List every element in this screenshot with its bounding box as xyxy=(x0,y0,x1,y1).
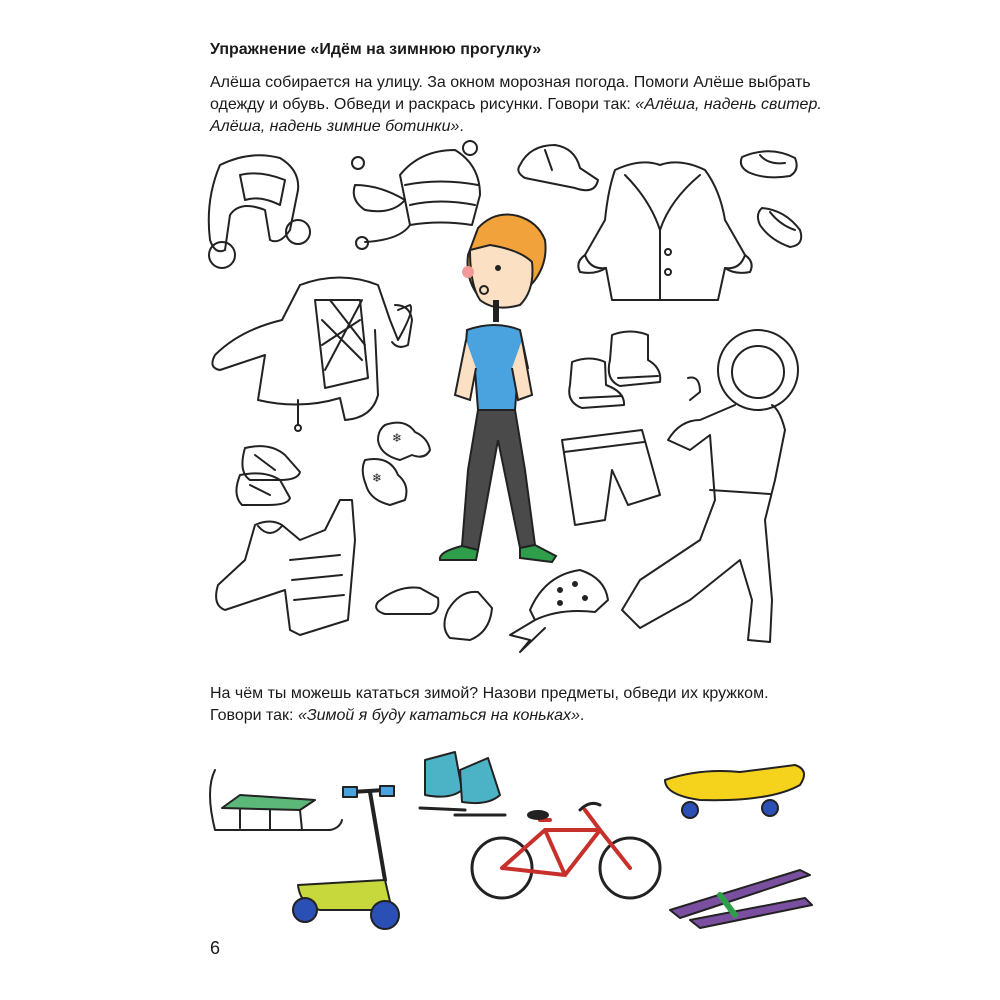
sandals-icon[interactable] xyxy=(236,446,300,505)
skis-icon[interactable] xyxy=(670,870,812,928)
scooter-icon[interactable] xyxy=(293,786,399,929)
task2-line-1: На чём ты можешь кататься зимой? Назови предметы, обведи их кружком. xyxy=(210,685,769,702)
instruction-example-2: Алёша, надень зимние ботинки» xyxy=(210,118,460,135)
instruction-line-1: Алёша собирается на улицу. За окном морозная погода. Помоги Алёше выбрать xyxy=(210,74,811,91)
task2-example: «Зимой я буду кататься на коньках» xyxy=(297,707,580,724)
sneakers-icon[interactable] xyxy=(376,588,492,640)
winter-boots-icon[interactable] xyxy=(569,332,660,409)
ice-skates-icon[interactable] xyxy=(420,752,505,815)
shorts-icon[interactable] xyxy=(562,430,660,525)
instruction-period: . xyxy=(459,118,464,135)
skateboard-icon[interactable] xyxy=(665,765,804,818)
svg-text:❄: ❄ xyxy=(392,431,403,445)
bandana-icon[interactable] xyxy=(510,570,608,652)
instruction-line-2: одежду и обувь. Обведи и раскрась рисунки. Говори так: xyxy=(210,96,636,113)
task2-line-2: Говори так: xyxy=(210,707,298,724)
cap-icon[interactable] xyxy=(518,145,598,190)
sweater-icon[interactable] xyxy=(216,500,355,635)
page-title: Упражнение «Идём на зимнюю прогулку» xyxy=(210,41,542,58)
bicycle-icon[interactable] xyxy=(472,803,660,898)
task2-period: . xyxy=(579,707,585,724)
svg-text:❄: ❄ xyxy=(372,471,383,485)
fur-coat-icon[interactable] xyxy=(578,162,751,300)
winter-jacket-icon[interactable] xyxy=(212,278,412,432)
mittens-icon[interactable] xyxy=(363,423,430,505)
instruction-example-1: «Алёша, надень свитер. xyxy=(635,96,822,113)
slippers-icon[interactable] xyxy=(741,151,801,247)
boy-illustration xyxy=(440,215,556,563)
knitted-hat-icon[interactable] xyxy=(352,141,480,249)
sled-icon[interactable] xyxy=(210,770,342,830)
hat-with-earflaps-icon[interactable] xyxy=(209,155,310,268)
page-number: 6 xyxy=(210,938,221,958)
